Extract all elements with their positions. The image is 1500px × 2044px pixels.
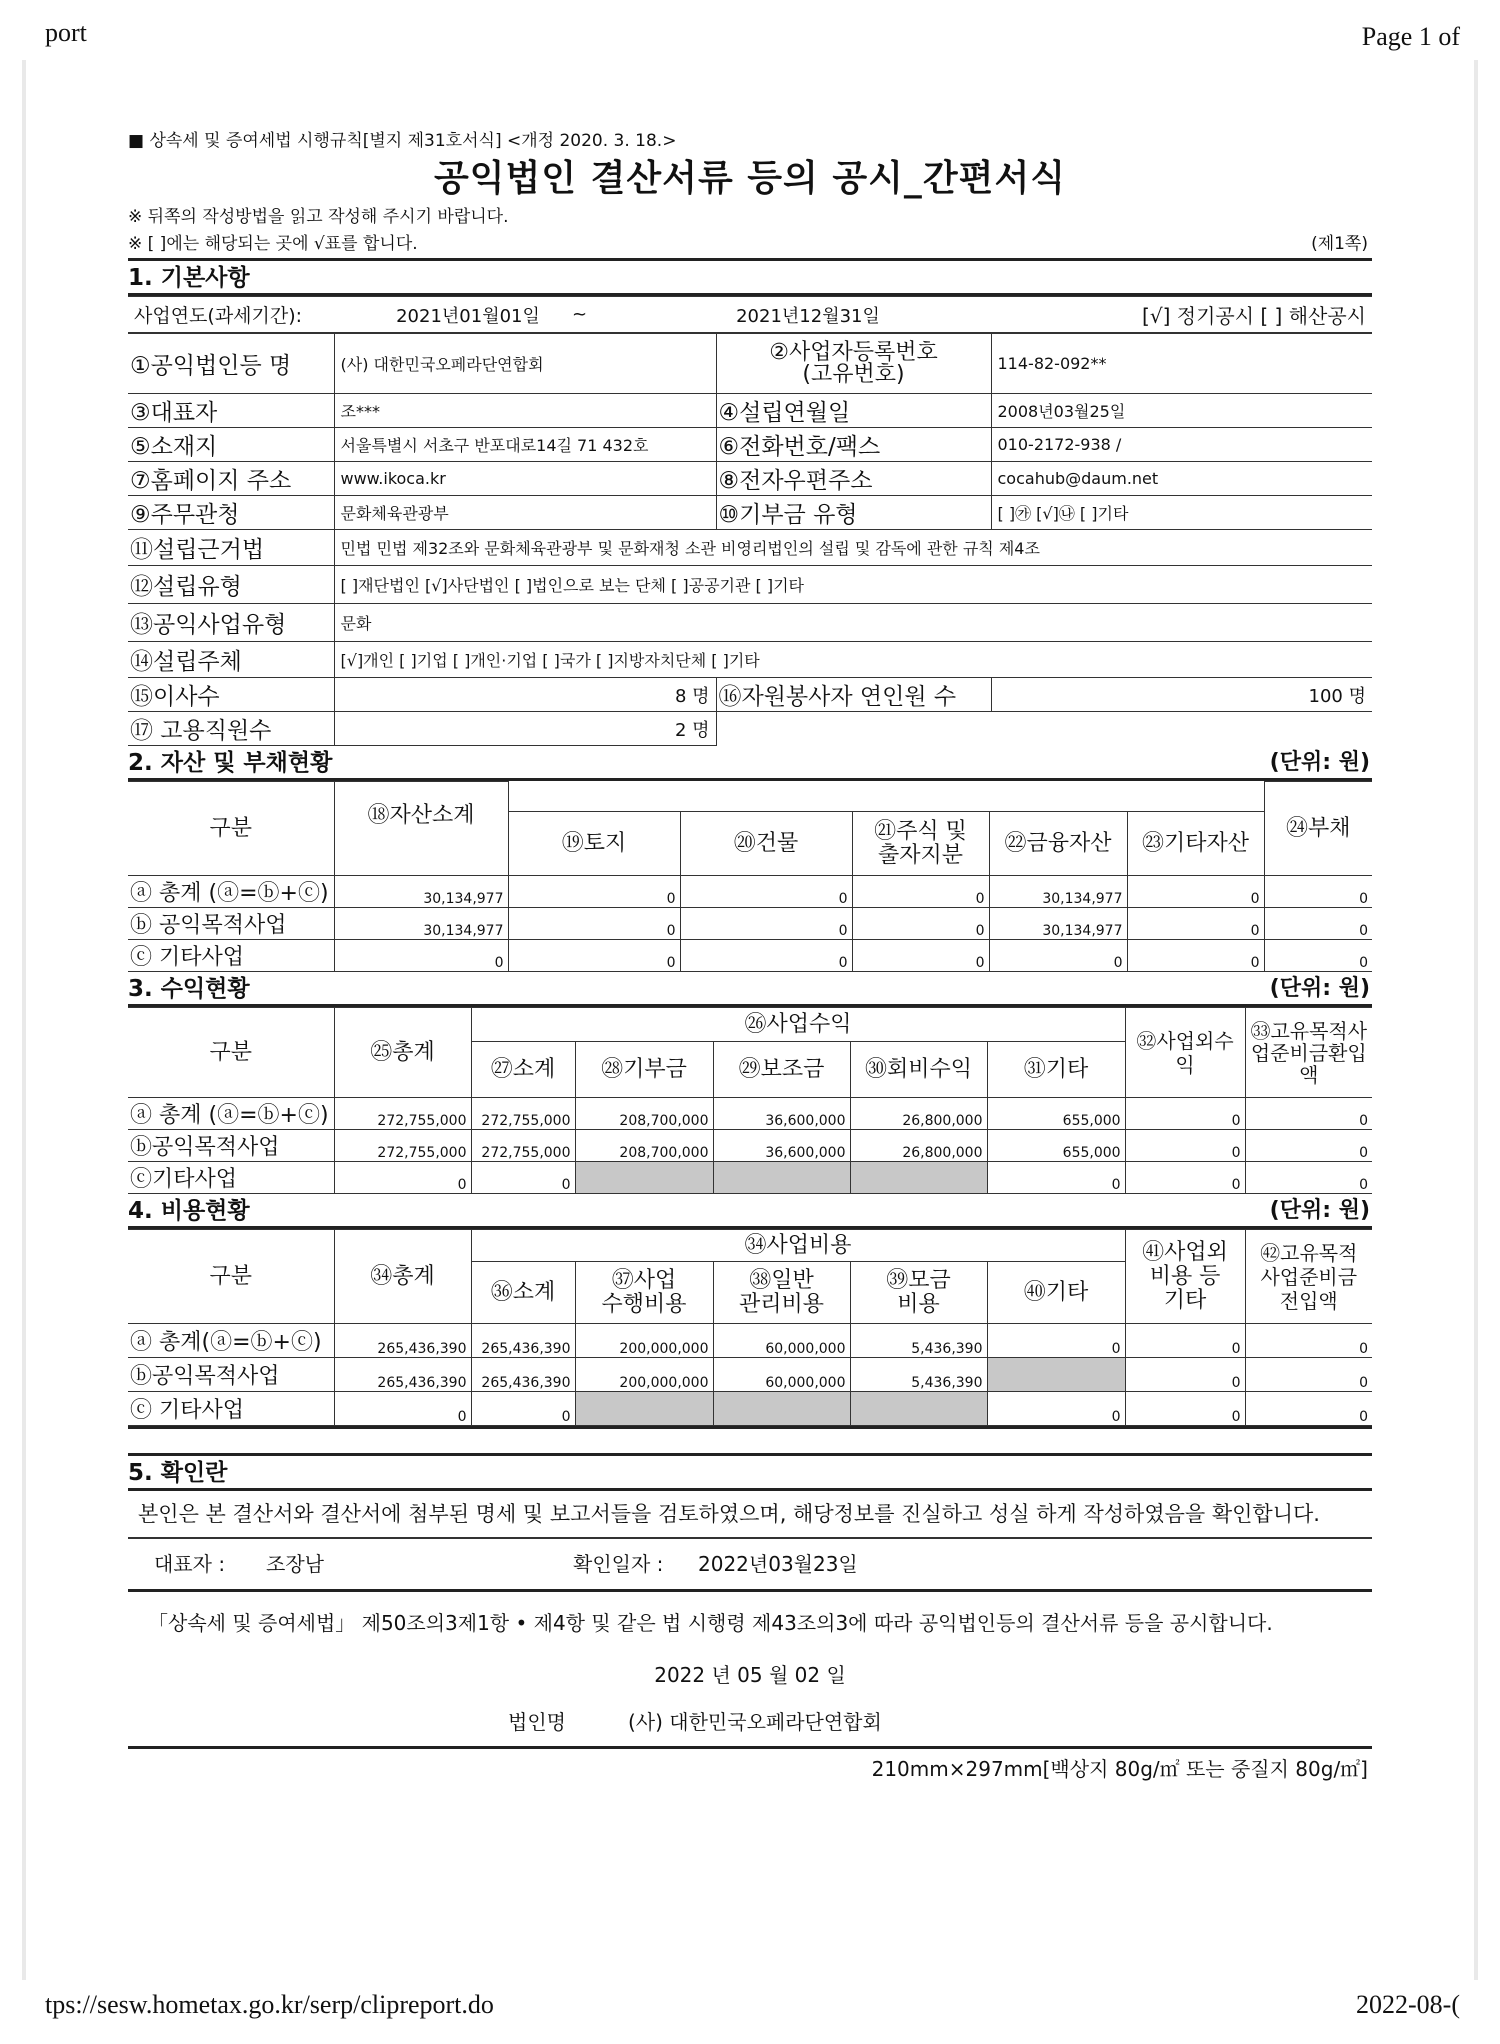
notice-date: 2022 년 05 월 02 일 <box>654 1663 846 1687</box>
print-footer-url: tps://sesw.hometax.go.kr/serp/clipreport.do <box>45 1990 494 2019</box>
biz-type-value: 문화 <box>334 604 1372 642</box>
assets-h-stock <box>852 812 989 876</box>
founder-label: ⑭설립주체 <box>128 642 334 678</box>
assets-h-building: ⑳건물 <box>680 812 852 876</box>
period-start: 2021년01월01일 <box>368 297 568 333</box>
expense-cell: 0 <box>1125 1358 1245 1392</box>
section-basic-title: 1. 기본사항 <box>128 258 1372 296</box>
expense-cell: 0 <box>1245 1358 1372 1392</box>
founder-value: [√]개인 [ ]기업 [ ]개인·기업 [ ]국가 [ ]지방자치단체 [ ]기타 <box>334 642 1372 678</box>
email-value: cocahub@daum.net <box>991 462 1372 496</box>
exp-h-total: ㉞총계 <box>334 1230 471 1324</box>
expense-row-label: ⓒ 기타사업 <box>128 1392 334 1426</box>
corp-row <box>128 1698 1372 1749</box>
assets-h-stock-1: ㉑주식 및 <box>874 818 967 844</box>
expense-row <box>128 1358 1372 1392</box>
expense-cell: 200,000,000 <box>575 1324 713 1358</box>
law-basis-value: 민법 민법 제32조와 문화체육관광부 및 문화재청 소관 비영리법인의 설립 및 감독에 관한 규칙 제4조 <box>334 530 1372 566</box>
rev-h-subsidy: ㉙보조금 <box>713 1042 850 1098</box>
assets-cell: 0 <box>1264 940 1372 972</box>
name-value: (사) 대한민국오페라단연합회 <box>334 334 716 394</box>
revenue-cell: 272,755,000 <box>334 1098 471 1130</box>
revenue-cell: 655,000 <box>987 1098 1125 1130</box>
expense-body <box>128 1324 1372 1426</box>
assets-cell: 30,134,977 <box>334 876 508 908</box>
period-row <box>128 296 1372 333</box>
expense-cell: 5,436,390 <box>850 1324 987 1358</box>
basic-info-table <box>128 333 1372 746</box>
revenue-cell: 0 <box>987 1162 1125 1194</box>
expense-cell: 60,000,000 <box>713 1324 850 1358</box>
assets-body <box>128 876 1372 972</box>
revenue-cell <box>575 1162 713 1194</box>
homepage-label: ⑦홈페이지 주소 <box>128 462 334 496</box>
assets-cell: 0 <box>680 908 852 940</box>
revenue-row <box>128 1098 1372 1130</box>
exp-h-perform <box>575 1262 713 1324</box>
rev-h-other: ㉛기타 <box>987 1042 1125 1098</box>
expense-row <box>128 1392 1372 1426</box>
exp-h-subtotal: ㊱소계 <box>471 1262 575 1324</box>
assets-cell: 0 <box>508 876 680 908</box>
exp-h-nonbiz <box>1125 1230 1245 1324</box>
law-reference: ■ 상속세 및 증여세법 시행규칙[별지 제31호서식] <개정 2020. 3. 18.> <box>128 131 677 151</box>
volunteers-label: ⑯자원봉사자 연인원 수 <box>716 678 991 712</box>
period-tilde: ~ <box>568 297 678 333</box>
revenue-cell: 272,755,000 <box>334 1130 471 1162</box>
revenue-cell: 0 <box>334 1162 471 1194</box>
directors-label: ⑮이사수 <box>128 678 334 712</box>
disclosure-notice: 「상속세 및 증여세법」 제50조의3제1항 • 제4항 및 같은 법 시행령 제43조의3에 따라 공익법인등의 결산서류 등을 공시합니다. <box>148 1611 1273 1635</box>
revenue-cell: 0 <box>1245 1162 1372 1194</box>
expense-cell <box>575 1392 713 1426</box>
rev-h-gubun: 구분 <box>128 1008 334 1098</box>
expense-cell: 5,436,390 <box>850 1358 987 1392</box>
assets-row <box>128 876 1372 908</box>
est-type-label: ⑫설립유형 <box>128 566 334 604</box>
page-number: (제1쪽) <box>1311 234 1368 254</box>
revenue-cell: 208,700,000 <box>575 1098 713 1130</box>
bizno-label-line2: (고유번호) <box>802 361 905 387</box>
revenue-cell: 0 <box>1245 1130 1372 1162</box>
exp-h-reserve-3: 전입액 <box>1279 1288 1338 1313</box>
assets-table <box>128 781 1372 972</box>
revenue-cell <box>713 1162 850 1194</box>
expense-cell: 265,436,390 <box>471 1358 575 1392</box>
law-basis-label: ⑪설립근거법 <box>128 530 334 566</box>
assets-unit: (단위: 원) <box>1269 750 1370 775</box>
rev-h-donation: ㉘기부금 <box>575 1042 713 1098</box>
revenue-table <box>128 1007 1372 1194</box>
addr-label: ⑤소재지 <box>128 428 334 462</box>
assets-cell: 30,134,977 <box>989 876 1127 908</box>
donation-type-label: ⑩기부금 유형 <box>716 496 991 530</box>
bizno-value: 114-82-092** <box>991 334 1372 394</box>
disclosure-form <box>128 128 1372 1789</box>
estdate-value: 2008년03월25일 <box>991 394 1372 428</box>
rev-h-fee: ㉚회비수익 <box>850 1042 987 1098</box>
assets-cell: 0 <box>852 876 989 908</box>
assets-cell: 0 <box>1264 876 1372 908</box>
revenue-row <box>128 1162 1372 1194</box>
assets-h-stock-2: 출자지분 <box>877 842 963 868</box>
exp-h-fund-1: ㊴모금 <box>886 1267 951 1293</box>
phone-value: 010-2172-938 / <box>991 428 1372 462</box>
revenue-body <box>128 1098 1372 1194</box>
expense-cell: 0 <box>1125 1392 1245 1426</box>
expense-cell: 0 <box>334 1392 471 1426</box>
scan-edge-right <box>1474 60 1478 1980</box>
assets-title-text: 2. 자산 및 부채현황 <box>128 750 333 776</box>
period-label: 사업연도(과세기간): <box>128 297 368 333</box>
expense-cell: 0 <box>1125 1324 1245 1358</box>
expense-cell: 265,436,390 <box>334 1358 471 1392</box>
form-title: 공익법인 결산서류 등의 공시_간편서식 <box>433 158 1067 199</box>
assets-cell: 0 <box>1264 908 1372 940</box>
est-type-value: [ ]재단법인 [√]사단법인 [ ]법인으로 보는 단체 [ ]공공기관 [ ]기타 <box>334 566 1372 604</box>
paper-spec: 210mm×297mm[백상지 80g/㎡ 또는 중질지 80g/㎡] <box>871 1757 1368 1781</box>
rev-h-reserve: ㉝고유목적사업준비금환입액 <box>1245 1008 1372 1098</box>
expense-cell: 0 <box>1245 1324 1372 1358</box>
period-end: 2021년12월31일 <box>678 297 938 333</box>
expense-cell <box>987 1358 1125 1392</box>
corp-name: (사) 대한민국오페라단연합회 <box>628 1710 882 1734</box>
exp-h-nonbiz-2: 비용 등 <box>1149 1263 1221 1289</box>
assets-row-label: ⓒ 기타사업 <box>128 940 334 972</box>
exp-h-admin <box>713 1262 850 1324</box>
confirm-date-value: 2022년03월23일 <box>698 1552 858 1576</box>
assets-h-total: ⑱자산소계 <box>334 782 508 876</box>
exp-h-nonbiz-1: ㊶사업외 <box>1142 1239 1228 1265</box>
expense-cell: 265,436,390 <box>471 1324 575 1358</box>
biz-type-label: ⑬공익사업유형 <box>128 604 334 642</box>
expense-cell: 0 <box>1245 1392 1372 1426</box>
bizno-label-line1: ②사업자등록번호 <box>769 339 938 365</box>
exp-h-fund-2: 비용 <box>897 1291 940 1317</box>
exp-h-biz: ㉞사업비용 <box>471 1230 1125 1262</box>
revenue-row <box>128 1130 1372 1162</box>
assets-row-label: ⓐ 총계 (ⓐ=ⓑ+ⓒ) <box>128 876 334 908</box>
homepage-value: www.ikoca.kr <box>334 462 716 496</box>
assets-cell: 0 <box>680 876 852 908</box>
print-footer-date: 2022-08-( <box>1356 1990 1460 2019</box>
expense-bottom-gap <box>128 1426 1372 1453</box>
donation-type-value: [ ]㉮ [√]㉯ [ ]기타 <box>991 496 1372 530</box>
expense-table <box>128 1229 1372 1426</box>
assets-cell: 0 <box>1127 876 1264 908</box>
assets-h-other: ㉓기타자산 <box>1127 812 1264 876</box>
rev-h-nonbiz: ㉜사업외수익 <box>1125 1008 1245 1098</box>
assets-row <box>128 908 1372 940</box>
rep-value: 조*** <box>334 394 716 428</box>
expense-cell: 200,000,000 <box>575 1358 713 1392</box>
expense-title-text: 4. 비용현황 <box>128 1198 250 1224</box>
revenue-cell <box>850 1162 987 1194</box>
revenue-unit: (단위: 원) <box>1269 976 1370 1001</box>
exp-h-other: ㊵기타 <box>987 1262 1125 1324</box>
confirm-sign-row <box>128 1539 1372 1592</box>
expense-cell: 0 <box>471 1392 575 1426</box>
assets-cell: 0 <box>1127 940 1264 972</box>
expense-row <box>128 1324 1372 1358</box>
revenue-row-label: ⓐ 총계 (ⓐ=ⓑ+ⓒ) <box>128 1098 334 1130</box>
confirm-rep-name: 조장남 <box>266 1552 324 1576</box>
exp-h-perform-2: 수행비용 <box>601 1291 687 1317</box>
exp-h-reserve <box>1245 1230 1372 1324</box>
note-2-row <box>128 231 1372 258</box>
expense-cell: 265,436,390 <box>334 1324 471 1358</box>
confirm-date-label: 확인일자 : <box>573 1552 664 1576</box>
assets-h-debt: ㉔부채 <box>1264 782 1372 876</box>
assets-cell: 0 <box>1127 908 1264 940</box>
revenue-cell: 208,700,000 <box>575 1130 713 1162</box>
assets-cell: 30,134,977 <box>334 908 508 940</box>
print-header-right: Page 1 of <box>1361 22 1460 51</box>
expense-cell: 60,000,000 <box>713 1358 850 1392</box>
expense-cell <box>713 1392 850 1426</box>
assets-cell: 0 <box>680 940 852 972</box>
estdate-label: ④설립연월일 <box>716 394 991 428</box>
exp-h-nonbiz-3: 기타 <box>1163 1287 1207 1313</box>
assets-cell: 0 <box>334 940 508 972</box>
exp-h-admin-2: 관리비용 <box>738 1291 824 1317</box>
assets-cell: 0 <box>989 940 1127 972</box>
assets-h-financial: ㉒금융자산 <box>989 812 1127 876</box>
assets-cell: 0 <box>852 908 989 940</box>
revenue-cell: 272,755,000 <box>471 1130 575 1162</box>
revenue-cell: 36,600,000 <box>713 1130 850 1162</box>
directors-value: 8 명 <box>334 678 716 712</box>
bizno-label <box>716 334 991 394</box>
section-confirm-title: 5. 확인란 <box>128 1453 1372 1491</box>
assets-cell: 0 <box>508 940 680 972</box>
revenue-cell: 0 <box>1125 1162 1245 1194</box>
section-assets-title <box>128 746 1372 781</box>
revenue-cell: 0 <box>1125 1130 1245 1162</box>
rev-h-subtotal: ㉗소계 <box>471 1042 575 1098</box>
confirm-rep-label: 대표자 : <box>154 1552 226 1576</box>
rev-h-total: ㉕총계 <box>334 1008 471 1098</box>
phone-label: ⑥전화번호/팩스 <box>716 428 991 462</box>
expense-cell: 0 <box>987 1392 1125 1426</box>
name-label: ①공익법인등 명 <box>128 334 334 394</box>
expense-row-label: ⓐ 총계(ⓐ=ⓑ+ⓒ) <box>128 1324 334 1358</box>
revenue-cell: 36,600,000 <box>713 1098 850 1130</box>
exp-h-admin-1: ㊳일반 <box>749 1267 814 1293</box>
disclosure-type: [√] 정기공시 [ ] 해산공시 <box>938 297 1372 333</box>
exp-h-gubun: 구분 <box>128 1230 334 1324</box>
assets-cell: 0 <box>852 940 989 972</box>
revenue-cell: 0 <box>471 1162 575 1194</box>
assets-row-label: ⓑ 공익목적사업 <box>128 908 334 940</box>
authority-label: ⑨주무관청 <box>128 496 334 530</box>
assets-h-land: ⑲토지 <box>508 812 680 876</box>
revenue-cell: 0 <box>1125 1098 1245 1130</box>
print-header-left: port <box>45 18 87 47</box>
rev-h-biz: ㉖사업수익 <box>471 1008 1125 1042</box>
expense-cell <box>850 1392 987 1426</box>
authority-value: 문화체육관광부 <box>334 496 716 530</box>
addr-value: 서울특별시 서초구 반포대로14길 71 432호 <box>334 428 716 462</box>
note-2: ※ [ ]에는 해당되는 곳에 √표를 합니다. <box>128 234 418 254</box>
expense-unit: (단위: 원) <box>1269 1198 1370 1223</box>
section-revenue-title <box>128 972 1372 1007</box>
assets-cell: 30,134,977 <box>989 908 1127 940</box>
exp-h-fund <box>850 1262 987 1324</box>
scan-edge-left <box>22 60 26 1980</box>
expense-cell: 0 <box>987 1324 1125 1358</box>
note-1: ※ 뒤쪽의 작성방법을 읽고 작성해 주시기 바랍니다. <box>128 207 509 227</box>
employees-value: 2 명 <box>334 712 716 746</box>
volunteers-value: 100 명 <box>991 678 1372 712</box>
assets-h-spacer <box>508 782 1264 812</box>
empty-cell <box>716 712 1372 746</box>
revenue-cell: 272,755,000 <box>471 1098 575 1130</box>
confirm-statement: 본인은 본 결산서와 결산서에 첨부된 명세 및 보고서들을 검토하였으며, 해당정보를 진실하고 성실 하게 작성하였음을 확인합니다. <box>128 1491 1372 1539</box>
email-label: ⑧전자우편주소 <box>716 462 991 496</box>
revenue-cell: 0 <box>1245 1098 1372 1130</box>
assets-h-gubun: 구분 <box>128 782 334 876</box>
assets-cell: 0 <box>508 908 680 940</box>
exp-h-perform-1: ㊲사업 <box>611 1267 677 1293</box>
revenue-cell: 655,000 <box>987 1130 1125 1162</box>
assets-row <box>128 940 1372 972</box>
revenue-title-text: 3. 수익현황 <box>128 976 250 1002</box>
exp-h-reserve-2: 사업준비금 <box>1260 1264 1358 1289</box>
rep-label: ③대표자 <box>128 394 334 428</box>
expense-row-label: ⓑ공익목적사업 <box>128 1358 334 1392</box>
revenue-cell: 26,800,000 <box>850 1130 987 1162</box>
section-expense-title <box>128 1194 1372 1229</box>
revenue-row-label: ⓑ공익목적사업 <box>128 1130 334 1162</box>
revenue-row-label: ⓒ기타사업 <box>128 1162 334 1194</box>
corp-label: 법인명 <box>508 1710 566 1734</box>
employees-label: ⑰ 고용직원수 <box>128 712 334 746</box>
revenue-cell: 26,800,000 <box>850 1098 987 1130</box>
exp-h-reserve-1: ㊷고유목적 <box>1260 1240 1358 1265</box>
